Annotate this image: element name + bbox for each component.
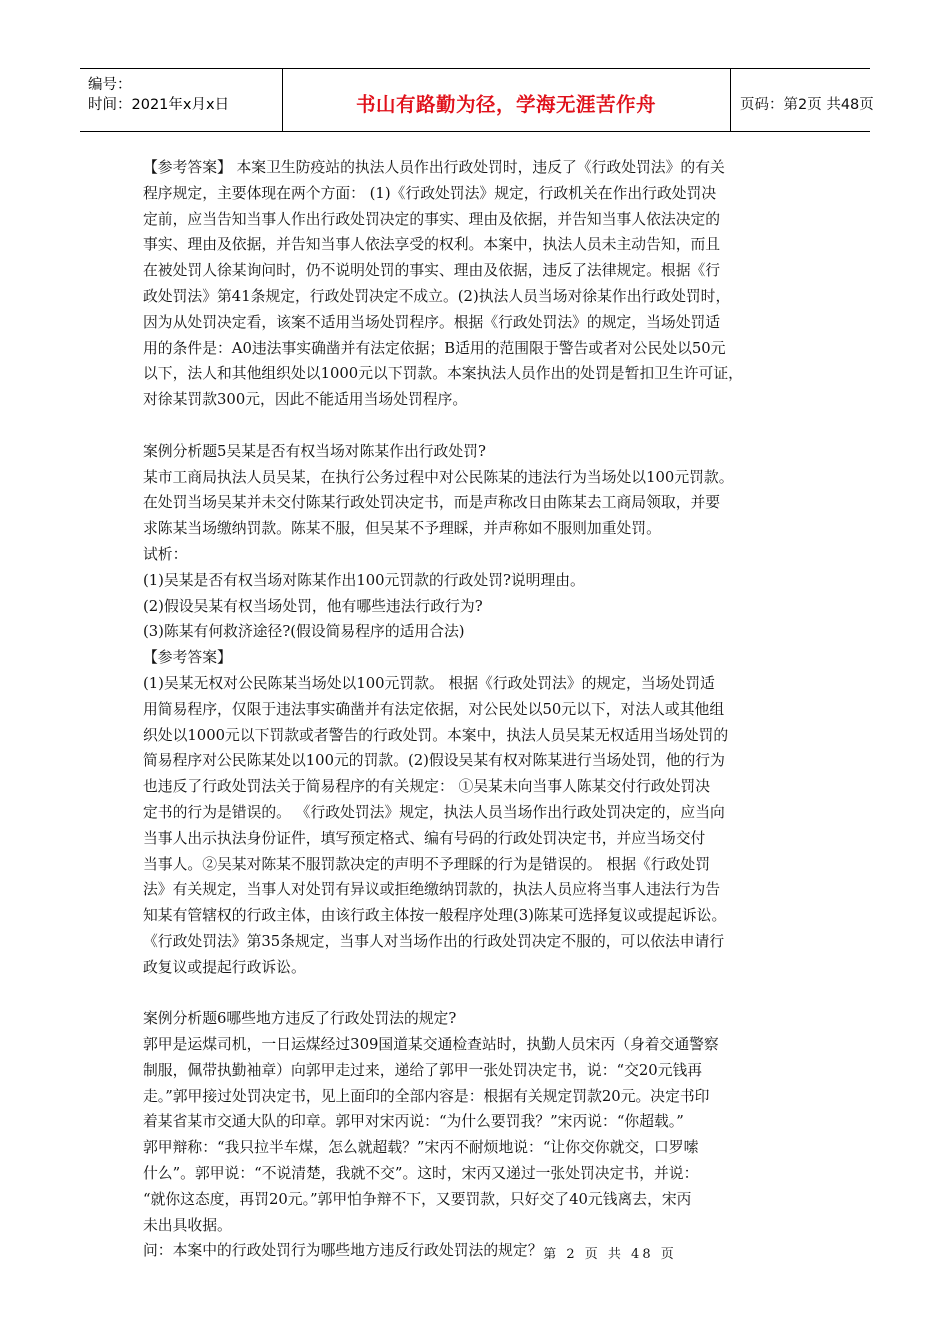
body-text-line: “就你这态度，再罚20元。”郭甲怕争辩不下，又要罚款，只好交了40元钱离去，宋丙 — [143, 1190, 692, 1208]
footer-page-number: 第 2 页 共 48 页 — [543, 1247, 677, 1262]
body-text-line: 试析： — [143, 545, 188, 563]
body-text-line: 求陈某当场缴纳罚款。陈某不服，但吴某不予理睬，并声称如不服则加重处罚。 — [143, 520, 661, 538]
header-page-cell — [730, 69, 874, 131]
body-text-line: 也违反了行政处罚法关于简易程序的有关规定： ①吴某未向当事人陈某交付行政处罚决 — [143, 778, 710, 796]
body-text-line: 郭甲是运煤司机，一日运煤经过309国道某交通检查站时，执勤人员宋丙（身着交通警察 — [143, 1036, 719, 1054]
body-text-line: 《行政处罚法》第35条规定，当事人对当场作出的行政处罚决定不服的，可以依法申请行 — [143, 932, 725, 950]
body-text-line: 事实、理由及依据，并告知当事人依法享受的权利。本案中，执法人员未主动告知，而且 — [143, 236, 721, 254]
body-text-line: 当事人出示执法身份证件，填写预定格式、编有号码的行政处罚决定书，并应当场交付 — [143, 829, 706, 847]
document-time-label: 时间：2021年x月x日 — [88, 97, 230, 113]
page-header — [80, 68, 874, 132]
body-text-line: 织处以1000元以下罚款或者警告的行政处罚。本案中，执法人员吴某无权适用当场处罚的 — [143, 726, 729, 744]
body-text-line: 定书的行为是错误的。 《行政处罚法》规定，执法人员当场作出行政处罚决定的，应当向 — [143, 803, 725, 821]
paragraph-gap — [143, 413, 823, 439]
body-text-line: 定前，应当告知当事人作出行政处罚决定的事实、理由及依据，并告知当事人依法决定的 — [143, 210, 721, 228]
body-text-line: 简易程序对公民陈某处以100元的罚款。(2)假设吴某有权对陈某进行当场处罚，他的行为 — [143, 752, 725, 770]
body-text-line: 因为从处罚决定看，该案不适用当场处罚程序。根据《行政处罚法》的规定，当场处罚适 — [143, 313, 721, 331]
document-number-label: 编号： — [88, 77, 132, 93]
body-text-line: (2)假设吴某有权当场处罚，他有哪些违法行政行为? — [143, 597, 483, 615]
body-text-line: 郭甲辩称：“我只拉半车煤，怎么就超载？”宋丙不耐烦地说：“让你交你就交，口罗嗦 — [143, 1139, 699, 1157]
body-text-line: 政复议或提起行政诉讼。 — [143, 958, 306, 976]
body-text-line: 当事人。②吴某对陈某不服罚款决定的声明不予理睬的行为是错误的。 根据《行政处罚 — [143, 855, 710, 873]
header-motto: 书山有路勤为径，学海无涯苦作舟 — [355, 93, 656, 116]
header-page-info: 页码：第2页 共48页 — [740, 97, 874, 113]
body-text-line: 知某有管辖权的行政主体，由该行政主体按一般程序处理(3)陈某可选择复议或提起诉讼。 — [143, 907, 727, 925]
body-text-line: 问：本案中的行政处罚行为哪些地方违反行政处罚法的规定？ — [143, 1242, 543, 1260]
body-text-line: (1)吴某无权对公民陈某当场处以100元罚款。 根据《行政处罚法》的规定，当场处罚适 — [143, 674, 715, 692]
body-text-line: 政处罚法》第41条规定，行政处罚决定不成立。(2)执法人员当场对徐某作出行政处罚时， — [143, 287, 731, 305]
body-text-line: (1)吴某是否有权当场对陈某作出100元罚款的行政处罚?说明理由。 — [143, 571, 585, 589]
body-text-line: 制服，佩带执勤袖章）向郭甲走过来，递给了郭甲一张处罚决定书，说：“交20元钱再 — [143, 1061, 703, 1079]
document-body — [143, 155, 823, 1264]
body-text-line: 在处罚当场吴某并未交付陈某行政处罚决定书，而是声称改日由陈某去工商局领取，并要 — [143, 494, 721, 512]
body-text-line: 在被处罚人徐某询问时，仍不说明处罚的事实、理由及依据，违反了法律规定。根据《行 — [143, 262, 721, 280]
paragraph-gap — [143, 981, 823, 1007]
header-meta-cell — [80, 69, 283, 131]
body-text-line: 对徐某罚款300元，因此不能适用当场处罚程序。 — [143, 391, 468, 409]
body-text-line: 【参考答案】 本案卫生防疫站的执法人员作出行政处罚时，违反了《行政处罚法》的有关 — [143, 159, 725, 176]
body-text-line: 用简易程序，仅限于违法事实确凿并有法定依据，对公民处以50元以下，对法人或其他组 — [143, 700, 725, 718]
body-text-line: 什么”。郭甲说：“不说清楚，我就不交”。这时，宋丙又递过一张处罚决定书，并说： — [143, 1165, 699, 1183]
body-text-line: 用的条件是：A0违法事实确凿并有法定依据；B适用的范围限于警告或者对公民处以50元 — [143, 339, 726, 357]
body-text-line: (3)陈某有何救济途径?(假设简易程序的适用合法) — [143, 623, 465, 641]
body-text-line: 某市工商局执法人员吴某，在执行公务过程中对公民陈某的违法行为当场处以100元罚款。 — [143, 468, 734, 486]
body-text-line: 【参考答案】 — [143, 649, 232, 667]
body-text-line: 未出具收据。 — [143, 1216, 232, 1234]
body-text-line: 案例分析题5吴某是否有权当场对陈某作出行政处罚? — [143, 442, 486, 460]
page-footer — [0, 1243, 950, 1262]
body-text-line: 程序规定，主要体现在两个方面： (1)《行政处罚法》规定，行政机关在作出行政处罚决 — [143, 184, 717, 202]
body-text-line: 以下，法人和其他组织处以1000元以下罚款。本案执法人员作出的处罚是暂扣卫生许可证， — [143, 365, 743, 383]
header-motto-cell — [282, 69, 731, 131]
body-text-line: 走。”郭甲接过处罚决定书，见上面印的全部内容是：根据有关规定罚款20元。决定书印 — [143, 1087, 710, 1105]
body-text-line: 着某省某市交通大队的印章。郭甲对宋丙说：“为什么要罚我？”宋丙说：“你超载。” — [143, 1113, 684, 1131]
body-text-line: 法》有关规定，当事人对处罚有异议或拒绝缴纳罚款的，执法人员应将当事人违法行为告 — [143, 881, 721, 899]
body-text-line: 案例分析题6哪些地方违反了行政处罚法的规定? — [143, 1010, 457, 1028]
